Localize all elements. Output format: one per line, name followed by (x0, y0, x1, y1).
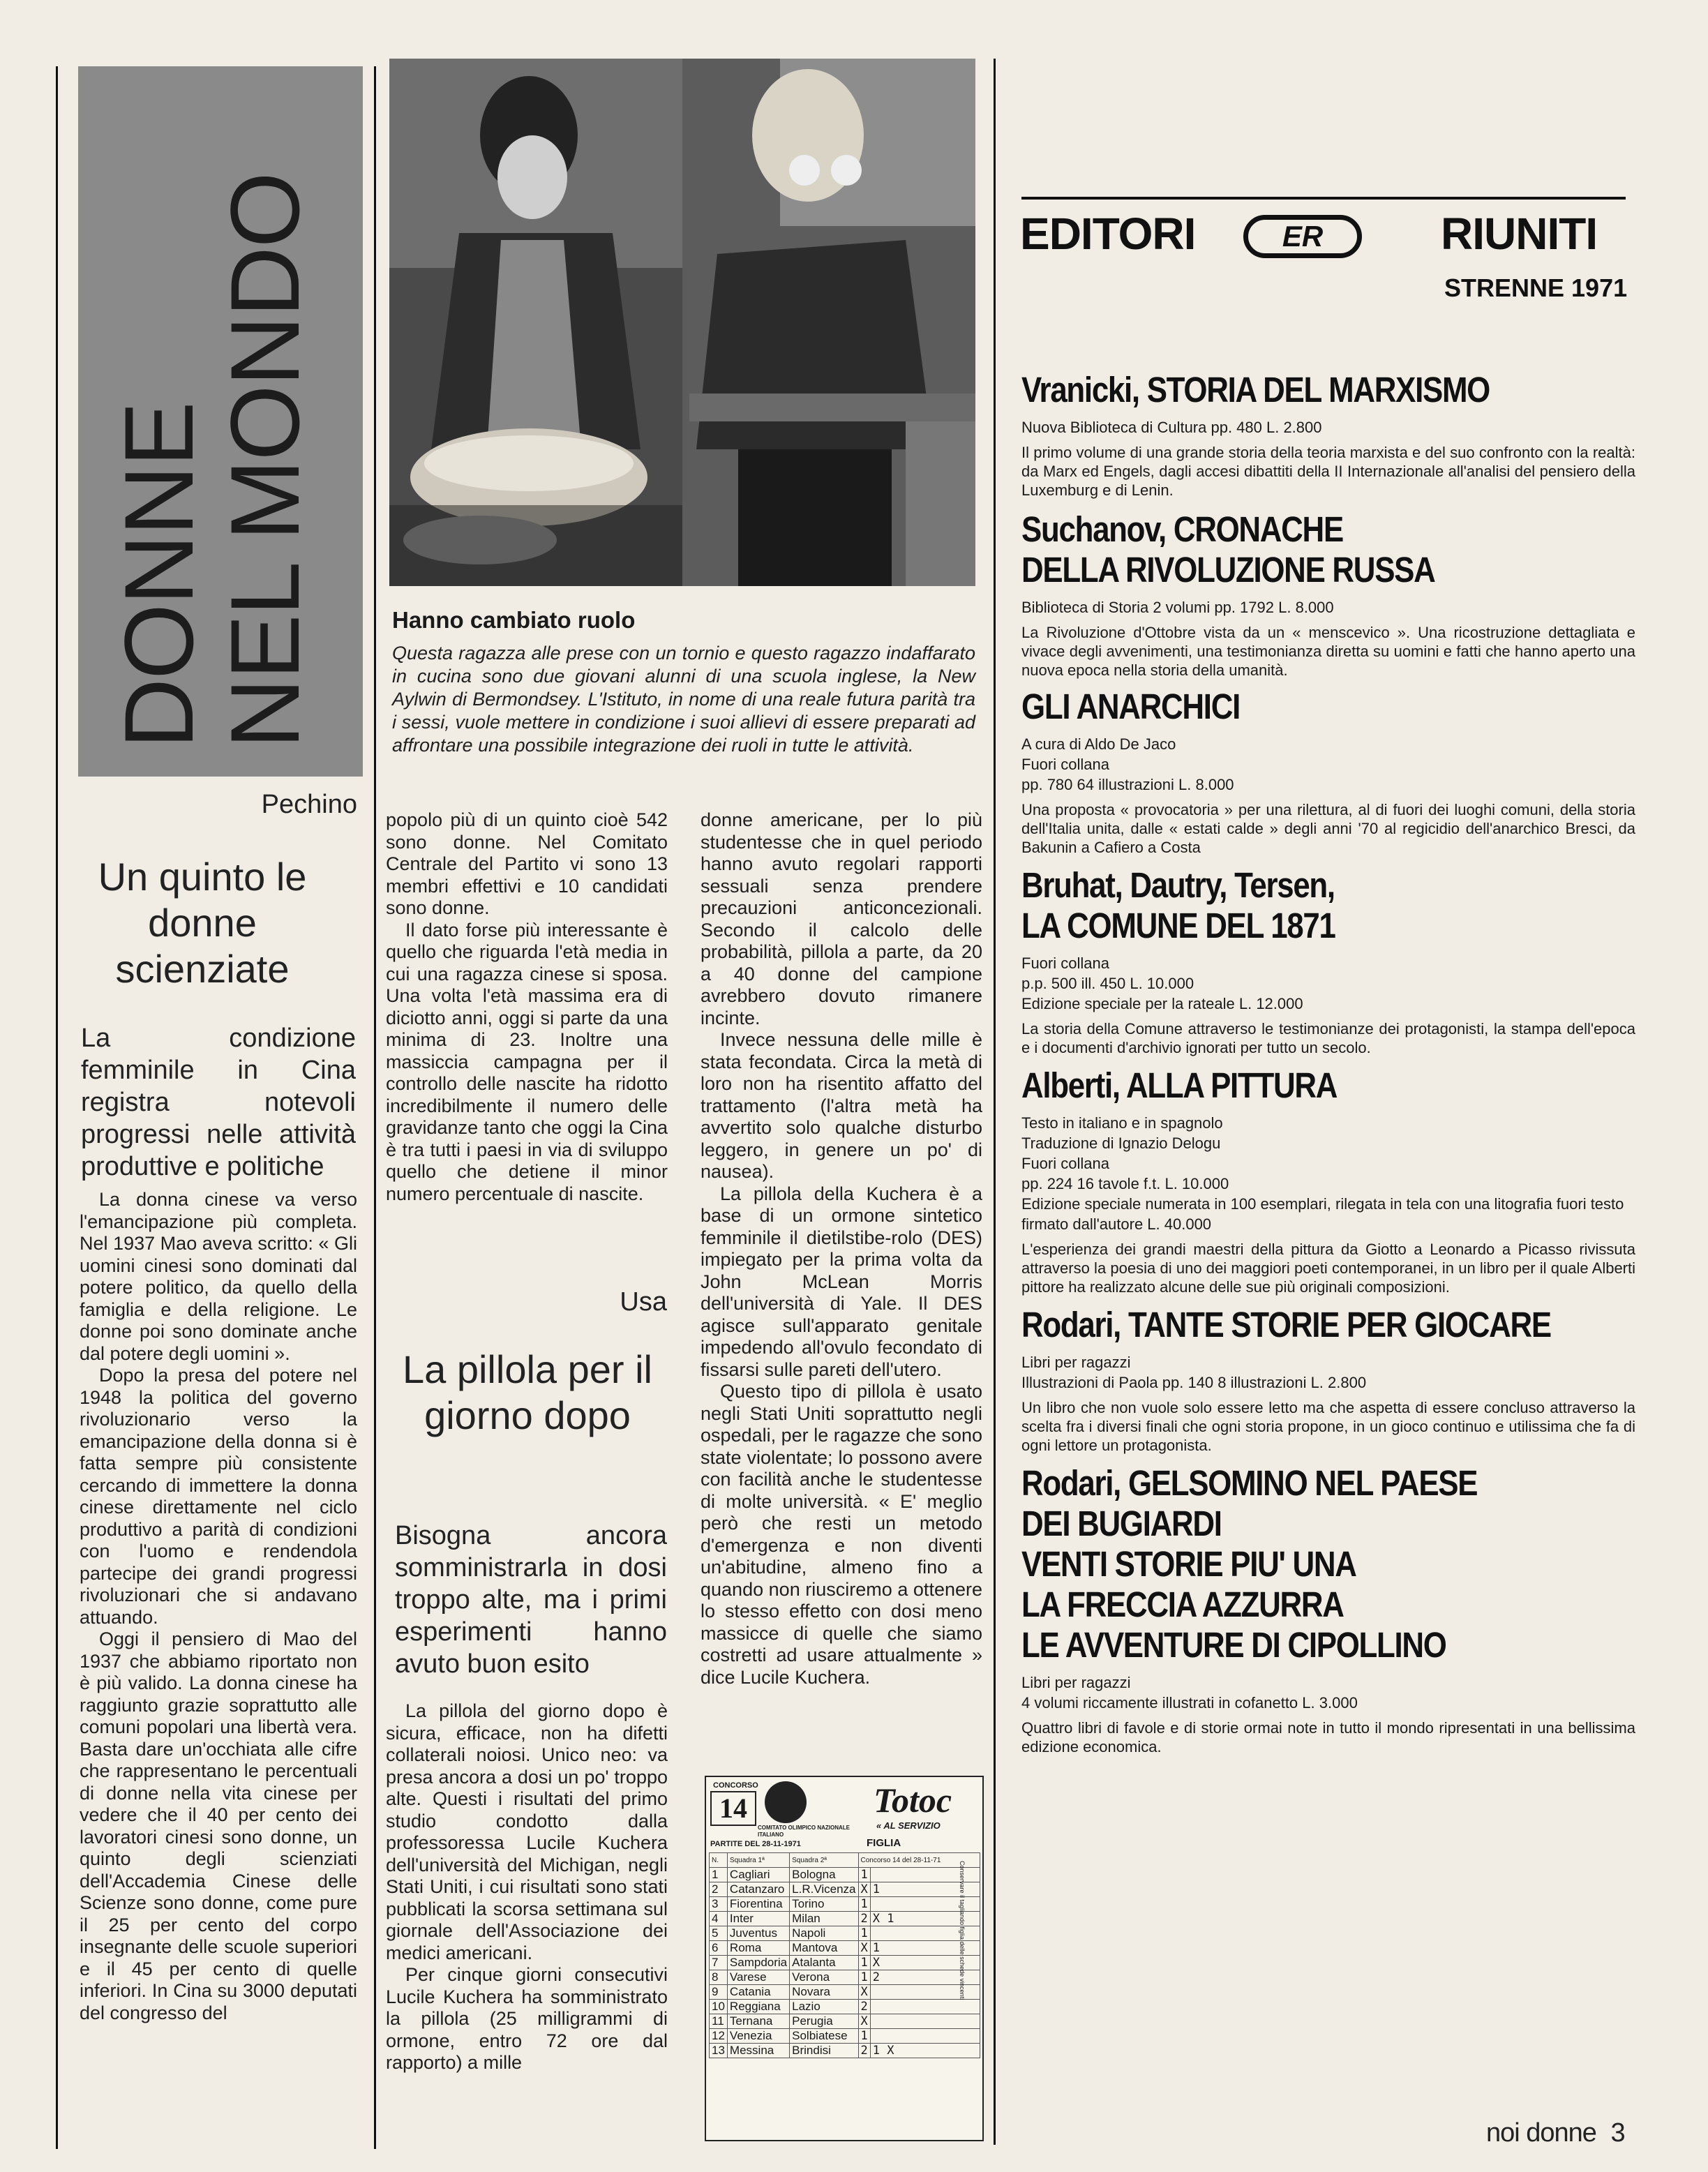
row-number: 5 (710, 1926, 728, 1941)
book-title: LE AVVENTURE DI CIPOLLINO (1021, 1625, 1446, 1665)
article1-deck: La condizione femminile in Cina registra notevoli progressi nelle attività produttive e politiche (81, 1024, 356, 1181)
column-rule-right (994, 59, 996, 2145)
book-meta: Edizione speciale numerata in 100 esemplari, rilegata in tela con una litografia fuori testo firmato dall'autore L. 40.000 (1021, 1195, 1624, 1233)
result-cell: 1 (870, 1941, 980, 1956)
article2-title: La pillola per il giorno dopo (403, 1347, 652, 1437)
book-entry (1021, 370, 1635, 500)
result-cell: 1 X (870, 2044, 980, 2058)
book-title: Alberti, ALLA PITTURA (1021, 1065, 1338, 1105)
book-entry (1021, 1065, 1635, 1296)
table-row (710, 1926, 980, 1941)
book-meta: Libri per ragazzi (1021, 1354, 1131, 1371)
table-row (710, 2029, 980, 2044)
team-cell: Reggiana (727, 2000, 789, 2014)
result-cell: 1 (870, 1882, 980, 1897)
paragraph: Per cinque giorni consecutivi Lucile Kuchera ha somministrato la pillola (25 milligrammi di ormone, entro 72 ore dal rapporto) a mille (386, 1964, 668, 2073)
team-cell: Milan (790, 1912, 858, 1926)
book-description: Quattro libri di favole e di storie ormai note in tutto il mondo ripresentati in una bellissima edizione economica. (1021, 1719, 1635, 1755)
paragraph: donne americane, per lo più studentesse che in quel periodo hanno avuto regolari rapporti sessuali senza prendere precauzioni anticoncezionali. Secondo il calcolo delle probabilità, pillola a parte, da 20 a 40 donne del campione avrebbero dovuto rimanere incinte. (701, 809, 982, 1028)
article1-body-col2 (386, 809, 668, 1205)
book-title: GLI ANARCHICI (1021, 687, 1240, 726)
row-number: 2 (710, 1882, 728, 1897)
book-title: Suchanov, CRONACHE (1021, 509, 1343, 549)
book-entry (1021, 687, 1635, 857)
team-cell: Inter (727, 1912, 789, 1926)
book-entry (1021, 1305, 1635, 1455)
team-cell: Catanzaro (727, 1882, 789, 1897)
totocalcio-brand: Totoc (874, 1781, 952, 1820)
team-cell: Juventus (727, 1926, 789, 1941)
row-number: 7 (710, 1956, 728, 1970)
book-meta: A cura di Aldo De Jaco (1021, 735, 1176, 753)
result-cell: 2 (858, 1912, 870, 1926)
coni-seal (765, 1781, 807, 1823)
team-cell: Novara (790, 1985, 858, 2000)
team-cell: Napoli (790, 1926, 858, 1941)
team-cell: Varese (727, 1970, 789, 1985)
book-title: Rodari, TANTE STORIE PER GIOCARE (1021, 1305, 1551, 1345)
paragraph: Il dato forse più interessante è quello che riguarda l'età media in cui una ragazza cinese si sposa. Una volta l'età massima era di diciotto anni, oggi si parte da una minima di 23. Inoltre una massiccia campagna per il controllo delle nascite ha ridotto incredibilmente il numero delle gravidanze tanto che oggi la Cina è tra tutti i paesi in via di sviluppo quello che detiene il minor numero percentuale di nascite. (386, 919, 668, 1204)
caption-title: Hanno cambiato ruolo (392, 607, 636, 633)
article1-location: Pechino (261, 790, 357, 819)
paragraph: popolo più di un quinto cioè 542 sono donne. Nel Comitato Centrale del Partito vi sono 13 membri effettivi e 10 candidati sono donne. (386, 809, 668, 918)
paragraph: Oggi il pensiero di Mao del 1937 che abbiamo riportato non è più valido. La donna cinese ha raggiunto grazie soprattutto alle comuni popolari una libertà vera. Basta dare un'occhiata alle cifre che rappresentano le percentuali di donne nella vita cinese per vedere che il 40 per cento dei lavoratori cinesi sono donne, un quinto degli scienziati dell'Accademia Cinese delle Scienze sono donne, come pure il 25 per cento del corpo insegnante delle scuole superiori e il 45 per cento di quelle inferiori. In Cina su 3000 deputati del congresso del (80, 1628, 357, 2023)
book-meta: Traduzione di Ignazio Delogu (1021, 1134, 1221, 1152)
book-title: Rodari, GELSOMINO NEL PAESE (1021, 1463, 1478, 1503)
masthead-title (78, 66, 363, 777)
table-row (710, 2014, 980, 2029)
team-cell: Torino (790, 1897, 858, 1912)
table-row (710, 1882, 980, 1897)
book-meta: 4 volumi riccamente illustrati in cofanetto L. 3.000 (1021, 1694, 1358, 1712)
caption-text: Questa ragazza alle prese con un tornio e questo ragazzo indaffarato in cucina sono due giovani alunni di una scuola inglese, la New Aylwin di Bermondsey. L'Istituto, in nome di una reale futura parità tra i sessi, vuole mettere in condizione i suoi allievi di essere preparati ad affrontare una possibile integrazione dei ruoli in tutte le attività. (392, 643, 975, 756)
book-description: Un libro che non vuole solo essere letto ma che aspetta di essere concluso attraverso la scelta fra i diversi finali che ogni storia propone, in un gioco continuo e utilissima che fa di ogni lettore un protagonista. (1021, 1399, 1635, 1454)
table-header (710, 1853, 980, 1868)
result-cell: 1 (858, 1926, 870, 1941)
totocalcio-table (709, 1852, 980, 2058)
book-entry (1021, 509, 1635, 680)
totocalcio-coupon (705, 1776, 984, 2141)
book-meta: pp. 780 64 illustrazioni L. 8.000 (1021, 776, 1234, 793)
result-cell: X (858, 1941, 870, 1956)
article1-body-col1 (80, 1189, 357, 2024)
header-cell: Concorso 14 del 28-11-71 (858, 1853, 980, 1868)
result-cell: 2 (858, 2044, 870, 2058)
book-title: Vranicki, STORIA DEL MARXISMO (1021, 370, 1490, 410)
header-cell: Squadra 1ª (727, 1853, 789, 1868)
team-cell: Catania (727, 1985, 789, 2000)
book-meta: p.p. 500 ill. 450 L. 10.000 (1021, 975, 1194, 992)
team-cell: Bologna (790, 1868, 858, 1882)
side-note: Conservare il tagliando figlia delle schede vincenti (959, 1861, 966, 2000)
book-meta: Libri per ragazzi (1021, 1674, 1131, 1691)
photo-illustration (389, 59, 975, 586)
book-meta: Edizione speciale per la rateale L. 12.000 (1021, 995, 1303, 1012)
header-cell: N. (710, 1853, 728, 1868)
result-cell: X 1 (870, 1912, 980, 1926)
ad-brand-left: EDITORI (1020, 209, 1196, 259)
row-number: 4 (710, 1912, 728, 1926)
column-rule-left (56, 66, 58, 2149)
ad-strenne: STRENNE 1971 (1444, 274, 1628, 302)
er-logo-text: ER (1282, 220, 1324, 253)
footer (1486, 2118, 1626, 2148)
row-number: 3 (710, 1897, 728, 1912)
result-cell: 1 (858, 1868, 870, 1882)
team-cell: Perugia (790, 2014, 858, 2029)
book-meta: pp. 224 16 tavole f.t. L. 10.000 (1021, 1175, 1229, 1192)
team-cell: Ternana (727, 2014, 789, 2029)
paragraph: Invece nessuna delle mille è stata fecondata. Circa la metà di loro non ha risentito affatto del trattamento (l'altra metà ha avvertito solo qualche disturbo leggero, in genere un po' di nausea). (701, 1029, 982, 1182)
paragraph: La pillola del giorno dopo è sicura, efficace, non ha difetti collaterali noiosi. Unico neo: va presa ancora a dosi un po' troppo alte. Questi i risultati del primo studio condotto dalla professoressa Lucile Kuchera dell'università del Michigan, negli Stati Uniti, i cui risultati sono stati pubblicati la scorsa settimana sul giornale dell'Associazione dei medici americani. (386, 1700, 668, 1963)
header-cell: Squadra 2ª (790, 1853, 858, 1868)
servizio-label: « AL SERVIZIO (876, 1820, 941, 1831)
article-photo (389, 59, 975, 586)
masthead-line-2: NEL MONDO (210, 173, 320, 749)
result-cell: 1 (858, 1956, 870, 1970)
team-cell: Brindisi (790, 2044, 858, 2058)
book-meta: Fuori collana (1021, 1155, 1109, 1172)
partite-label: PARTITE DEL 28-11-1971 (710, 1840, 801, 1848)
book-meta: Illustrazioni di Paola pp. 140 8 illustrazioni L. 2.800 (1021, 1374, 1367, 1391)
team-cell: L.R.Vicenza (790, 1882, 858, 1897)
book-title: LA FRECCIA AZZURRA (1021, 1585, 1344, 1624)
book-title: VENTI STORIE PIU' UNA (1021, 1544, 1356, 1584)
result-cell: X (870, 1956, 980, 1970)
article2-body-col3 (701, 809, 982, 1688)
section-masthead (78, 66, 363, 777)
article2-deck: Bisogna ancora somministrarla in dosi troppo alte, ma i primi esperimenti hanno avuto buon esito (395, 1521, 667, 1679)
coni-label: COMITATO OLIMPICO NAZIONALE ITALIANO (758, 1825, 850, 1838)
table-row (710, 1912, 980, 1926)
book-meta: Nuova Biblioteca di Cultura pp. 480 L. 2.800 (1021, 419, 1322, 436)
table-row (710, 2000, 980, 2014)
book-description: La Rivoluzione d'Ottobre vista da un « menscevico ». Una ricostruzione dettagliata e vivace degli avvenimenti, una testimonianza diretta su uomini e fatti che hanno aperto una nuova epoca nella storia della umanità. (1021, 624, 1635, 679)
table-row (710, 1941, 980, 1956)
figlia-label: FIGLIA (867, 1837, 901, 1849)
team-cell: Atalanta (790, 1956, 858, 1970)
book-title: DEI BUGIARDI (1021, 1504, 1222, 1543)
team-cell: Sampdoria (727, 1956, 789, 1970)
table-row (710, 1956, 980, 1970)
result-cell: 2 (870, 1970, 980, 1985)
row-number: 13 (710, 2044, 728, 2058)
table-row (710, 1897, 980, 1912)
book-title: DELLA RIVOLUZIONE RUSSA (1021, 550, 1435, 590)
paragraph: La pillola della Kuchera è a base di un ormone sintetico femminile il dietilstibe-rolo (DES) impiegato per la prima volta da John McLean Morris dell'università di Yale. Il DES agisce sull'apparato genitale impedendo all'ovulo fecondato di fissarsi sulle pareti dell'utero. (701, 1183, 982, 1380)
team-cell: Lazio (790, 2000, 858, 2014)
result-cell: 1 (858, 1970, 870, 1985)
result-cell: X (858, 1985, 870, 2000)
ad-brand-right: RIUNITI (1441, 209, 1598, 259)
footer-page: 3 (1610, 2118, 1626, 2148)
row-number: 9 (710, 1985, 728, 2000)
team-cell: Cagliari (727, 1868, 789, 1882)
ad-book-list (1021, 370, 1635, 1756)
book-meta: Fuori collana (1021, 954, 1109, 972)
article1-title: Un quinto le donne scienziate (98, 855, 307, 991)
article2-location: Usa (620, 1287, 667, 1317)
table-row (710, 1868, 980, 1882)
book-entry (1021, 1463, 1635, 1756)
masthead-line-1: DONNE (104, 403, 214, 749)
book-description: Il primo volume di una grande storia della teoria marxista e del suo confronto con la realtà: da Marx ed Engels, dagli accesi dibattiti della II Internazionale all'analisi del pensiero della Luxemburg e di Lenin. (1021, 444, 1635, 499)
book-entry (1021, 865, 1635, 1057)
book-description: L'esperienza dei grandi maestri della pittura da Giotto a Leonardo a Picasso rivissuta attraverso la poesia di uno dei maggiori poeti contemporanei, in un libro per il quale Alberti pittore ha realizzato alcune delle sue più originali composizioni. (1021, 1241, 1635, 1296)
result-cell: 2 (858, 2000, 870, 2014)
team-cell: Verona (790, 1970, 858, 1985)
book-description: Una proposta « provocatoria » per una rilettura, al di fuori dei luoghi comuni, della storia dell'Italia unita, dalle « estati calde » degli anni '70 al regicidio dell'anarchico Bresci, da Bakunin a Cafiero a Costa (1021, 801, 1635, 856)
concorso-number: 14 (710, 1791, 756, 1826)
row-number: 11 (710, 2014, 728, 2029)
team-cell: Messina (727, 2044, 789, 2058)
table-row (710, 2044, 980, 2058)
book-title: Bruhat, Dautry, Tersen, (1021, 865, 1335, 905)
paragraph: La donna cinese va verso l'emancipazione più completa. Nel 1937 Mao aveva scritto: « Gli uomini cinesi sono dominati dal potere politico, da quello della famiglia e della religione. Le donne poi sono dominate anche dal potere degli uomini ». (80, 1189, 357, 1364)
team-cell: Solbiatese (790, 2029, 858, 2044)
row-number: 6 (710, 1941, 728, 1956)
result-cell: 1 (858, 2029, 870, 2044)
column-rule-mid (374, 66, 376, 2149)
row-number: 1 (710, 1868, 728, 1882)
book-description: La storia della Comune attraverso le testimonianze dei protagonisti, la stampa dell'epoca e i documenti d'archivio ignorati per tutto un secolo. (1021, 1020, 1635, 1056)
footer-magazine: noi donne (1486, 2118, 1596, 2148)
team-cell: Roma (727, 1941, 789, 1956)
paragraph: Questo tipo di pillola è usato negli Stati Uniti soprattutto negli ospedali, per le ragazze che sono state violentate; lo possono avere con facilità anche le studentesse di molte università. « E' meglio però che resti un metodo d'emergenza e non diventi un'abitudine, almeno fino a quando non riusciremo a ottenere lo stesso effetto con dosi meno massicce di quelle che siamo costretti ad usare attualmente » dice Lucile Kuchera. (701, 1381, 982, 1688)
book-meta: Fuori collana (1021, 756, 1109, 773)
ad-top-rule (1021, 197, 1626, 200)
table-row (710, 1985, 980, 2000)
team-cell: Fiorentina (727, 1897, 789, 1912)
er-logo (1243, 215, 1362, 258)
row-number: 10 (710, 2000, 728, 2014)
result-cell: 1 (858, 1897, 870, 1912)
result-cell: X (858, 2014, 870, 2029)
result-cell: X (858, 1882, 870, 1897)
article2-body-col2 (386, 1700, 668, 2074)
team-cell: Venezia (727, 2029, 789, 2044)
concorso-label: CONCORSO (713, 1781, 758, 1790)
row-number: 8 (710, 1970, 728, 1985)
paragraph: Dopo la presa del potere nel 1948 la politica del governo rivoluzionario verso la emancipazione della donna si è fatta sempre più consistente cercando di immettere la donna cinese direttamente nel ciclo produttivo a parità di condizioni con l'uomo e rendendola partecipe dei grandi progressi rivoluzionari che si andavano attuando. (80, 1365, 357, 1628)
table-row (710, 1970, 980, 1985)
team-cell: Mantova (790, 1941, 858, 1956)
book-meta: Testo in italiano e in spagnolo (1021, 1114, 1223, 1132)
book-title: LA COMUNE DEL 1871 (1021, 906, 1335, 945)
row-number: 12 (710, 2029, 728, 2044)
book-meta: Biblioteca di Storia 2 volumi pp. 1792 L. 8.000 (1021, 599, 1334, 616)
